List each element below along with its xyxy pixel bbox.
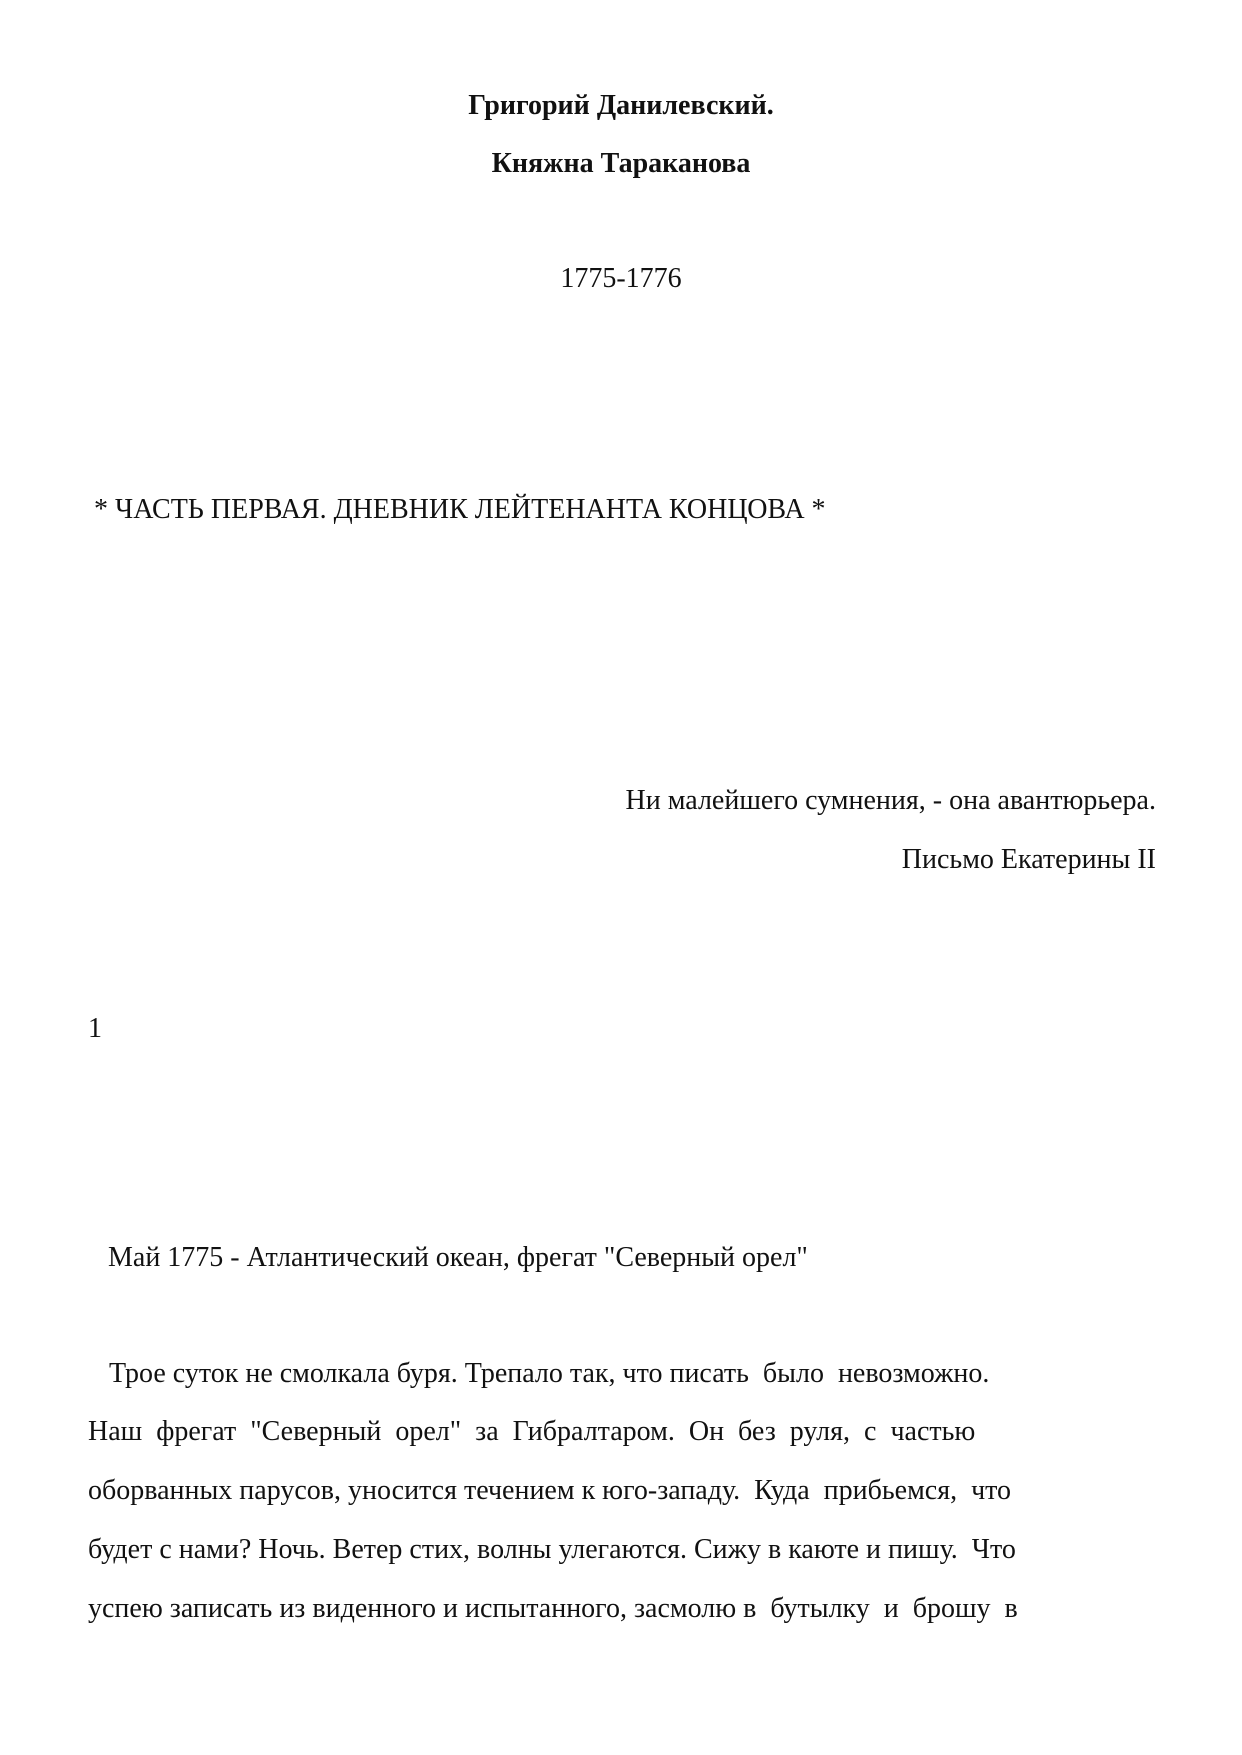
book-title: Княжна Тараканова <box>491 148 751 179</box>
epigraph-source: Письмо Екатерины II <box>901 844 1156 875</box>
chapter-number: 1 <box>88 1013 102 1044</box>
book-years: 1775-1776 <box>560 263 682 294</box>
body-line: оборванных парусов, уносится течением к юго-западу. Куда прибьемся, что <box>88 1475 1012 1506</box>
body-line: Трое суток не смолкала буря. Трепало так, что писать было невозможно. <box>88 1358 990 1389</box>
part-heading: * ЧАСТЬ ПЕРВАЯ. ДНЕВНИК ЛЕЙТЕНАНТА КОНЦОВА * <box>94 494 826 525</box>
body-line: Наш фрегат "Северный орел" за Гибралтаром. Он без руля, с частью <box>88 1416 976 1447</box>
epigraph-quote: Ни малейшего сумнения, - она авантюрьера. <box>625 785 1156 816</box>
chapter-dateline: Май 1775 - Атлантический океан, фрегат "Северный орел" <box>108 1242 808 1273</box>
body-line: будет с нами? Ночь. Ветер стих, волны улегаются. Сижу в каюте и пишу. Что <box>88 1534 1016 1565</box>
body-line: успею записать из виденного и испытанного, засмолю в бутылку и брошу в <box>88 1593 1018 1624</box>
book-author: Григорий Данилевский. <box>468 90 774 121</box>
